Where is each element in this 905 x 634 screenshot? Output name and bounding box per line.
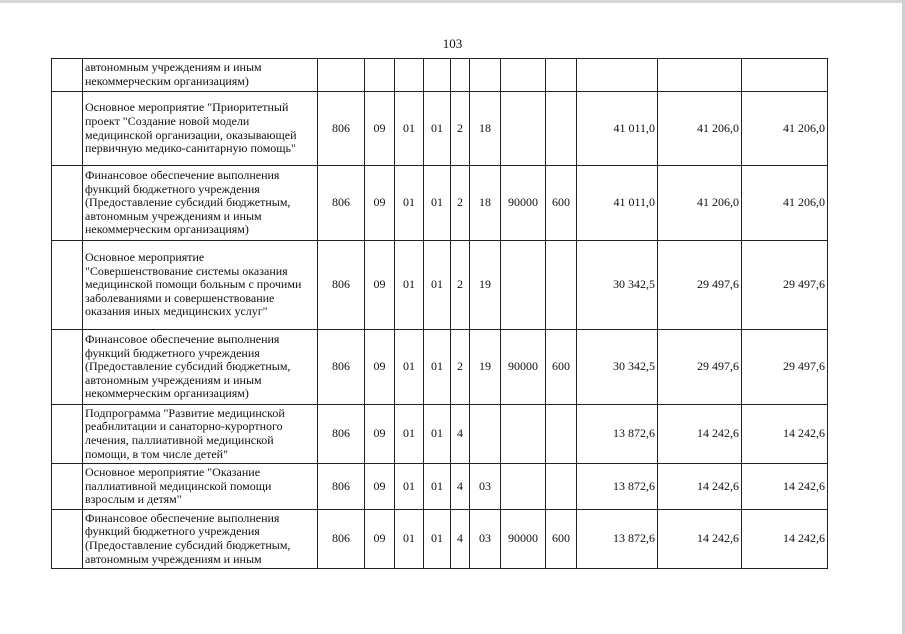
table-row (52, 241, 828, 330)
rz-cell: 09 (365, 405, 395, 464)
scan-edge-top (0, 0, 905, 3)
program-cell: 01 (424, 92, 451, 166)
direction-cell: 90000 (501, 166, 546, 241)
description-cell: Основное мероприятие "Оказание паллиативной медицинской помощи взрослым и детям" (83, 464, 318, 510)
direction-cell: 90000 (501, 510, 546, 569)
description-cell: Основное мероприятие "Совершенствование системы оказания медицинской помощи больным с прочими заболеваниями и совершенствование оказания иных медицинских услуг" (83, 241, 318, 330)
amount-year2-cell: 14 242,6 (658, 405, 742, 464)
index-cell (52, 510, 83, 569)
table-row (52, 510, 828, 569)
index-cell (52, 59, 83, 92)
table-row (52, 405, 828, 464)
amount-year1-cell: 13 872,6 (577, 510, 658, 569)
rz-cell: 09 (365, 464, 395, 510)
pr-cell (395, 59, 424, 92)
expense-type-cell (546, 59, 577, 92)
description-cell: автономным учреждениям и иным некоммерческим организациям) (83, 59, 318, 92)
amount-year1-cell: 41 011,0 (577, 166, 658, 241)
amount-year1-cell: 13 872,6 (577, 464, 658, 510)
rz-cell: 09 (365, 330, 395, 405)
amount-year1-cell: 30 342,5 (577, 330, 658, 405)
amount-year2-cell: 14 242,6 (658, 510, 742, 569)
amount-year1-cell: 41 011,0 (577, 92, 658, 166)
event-cell: 19 (470, 241, 501, 330)
page-number: 103 (442, 36, 463, 51)
description-cell: Основное мероприятие "Приоритетный проект "Создание новой модели медицинской организации, оказывающей первичную медико-санитарную помощь" (83, 92, 318, 166)
pr-cell: 01 (395, 510, 424, 569)
program-cell: 01 (424, 330, 451, 405)
event-cell (470, 405, 501, 464)
direction-cell (501, 405, 546, 464)
subprogram-cell (451, 59, 470, 92)
direction-cell: 90000 (501, 330, 546, 405)
index-cell (52, 92, 83, 166)
expense-type-cell: 600 (546, 510, 577, 569)
direction-cell (501, 92, 546, 166)
amount-year3-cell: 14 242,6 (742, 510, 828, 569)
subprogram-cell: 2 (451, 330, 470, 405)
event-cell: 03 (470, 464, 501, 510)
subprogram-cell: 4 (451, 510, 470, 569)
description-cell: Подпрограмма "Развитие медицинской реабилитации и санаторно-курортного лечения, паллиативной медицинской помощи, в том числе детей" (83, 405, 318, 464)
pr-cell: 01 (395, 92, 424, 166)
pr-cell: 01 (395, 166, 424, 241)
program-cell (424, 59, 451, 92)
amount-year2-cell: 29 497,6 (658, 330, 742, 405)
program-cell: 01 (424, 464, 451, 510)
ved-cell: 806 (318, 510, 365, 569)
rz-cell: 09 (365, 510, 395, 569)
amount-year3-cell: 14 242,6 (742, 464, 828, 510)
pr-cell: 01 (395, 241, 424, 330)
ved-cell: 806 (318, 241, 365, 330)
subprogram-cell: 4 (451, 464, 470, 510)
description-cell: Финансовое обеспечение выполнения функций бюджетного учреждения (Предоставление субсидий бюджетным, автономным учреждениям и иным некоммерческим организациям) (83, 166, 318, 241)
amount-year2-cell: 41 206,0 (658, 92, 742, 166)
program-cell: 01 (424, 241, 451, 330)
amount-year3-cell: 29 497,6 (742, 241, 828, 330)
index-cell (52, 464, 83, 510)
subprogram-cell: 2 (451, 166, 470, 241)
ved-cell: 806 (318, 166, 365, 241)
subprogram-cell: 2 (451, 92, 470, 166)
budget-table (51, 58, 828, 569)
description-cell: Финансовое обеспечение выполнения функций бюджетного учреждения (Предоставление субсидий бюджетным, автономным учреждениям и иным (83, 510, 318, 569)
amount-year1-cell (577, 59, 658, 92)
event-cell: 18 (470, 92, 501, 166)
pr-cell: 01 (395, 464, 424, 510)
table-row (52, 464, 828, 510)
amount-year1-cell: 13 872,6 (577, 405, 658, 464)
amount-year1-cell: 30 342,5 (577, 241, 658, 330)
expense-type-cell (546, 464, 577, 510)
index-cell (52, 405, 83, 464)
table-row (52, 59, 828, 92)
ved-cell: 806 (318, 405, 365, 464)
direction-cell (501, 464, 546, 510)
amount-year3-cell: 41 206,0 (742, 92, 828, 166)
rz-cell: 09 (365, 241, 395, 330)
expense-type-cell (546, 92, 577, 166)
amount-year3-cell: 14 242,6 (742, 405, 828, 464)
index-cell (52, 241, 83, 330)
subprogram-cell: 4 (451, 405, 470, 464)
rz-cell: 09 (365, 166, 395, 241)
event-cell (470, 59, 501, 92)
event-cell: 18 (470, 166, 501, 241)
amount-year2-cell: 41 206,0 (658, 166, 742, 241)
direction-cell (501, 241, 546, 330)
event-cell: 03 (470, 510, 501, 569)
amount-year2-cell (658, 59, 742, 92)
table-row (52, 166, 828, 241)
ved-cell: 806 (318, 464, 365, 510)
program-cell: 01 (424, 405, 451, 464)
amount-year2-cell: 14 242,6 (658, 464, 742, 510)
program-cell: 01 (424, 510, 451, 569)
index-cell (52, 330, 83, 405)
amount-year3-cell: 29 497,6 (742, 330, 828, 405)
direction-cell (501, 59, 546, 92)
subprogram-cell: 2 (451, 241, 470, 330)
rz-cell: 09 (365, 92, 395, 166)
amount-year3-cell: 41 206,0 (742, 166, 828, 241)
event-cell: 19 (470, 330, 501, 405)
expense-type-cell: 600 (546, 330, 577, 405)
pr-cell: 01 (395, 405, 424, 464)
amount-year2-cell: 29 497,6 (658, 241, 742, 330)
expense-type-cell (546, 405, 577, 464)
ved-cell: 806 (318, 330, 365, 405)
description-cell: Финансовое обеспечение выполнения функций бюджетного учреждения (Предоставление субсидий бюджетным, автономным учреждениям и иным некоммерческим организациям) (83, 330, 318, 405)
amount-year3-cell (742, 59, 828, 92)
expense-type-cell (546, 241, 577, 330)
ved-cell: 806 (318, 92, 365, 166)
expense-type-cell: 600 (546, 166, 577, 241)
table-row (52, 92, 828, 166)
program-cell: 01 (424, 166, 451, 241)
index-cell (52, 166, 83, 241)
ved-cell (318, 59, 365, 92)
table-row (52, 330, 828, 405)
rz-cell (365, 59, 395, 92)
pr-cell: 01 (395, 330, 424, 405)
